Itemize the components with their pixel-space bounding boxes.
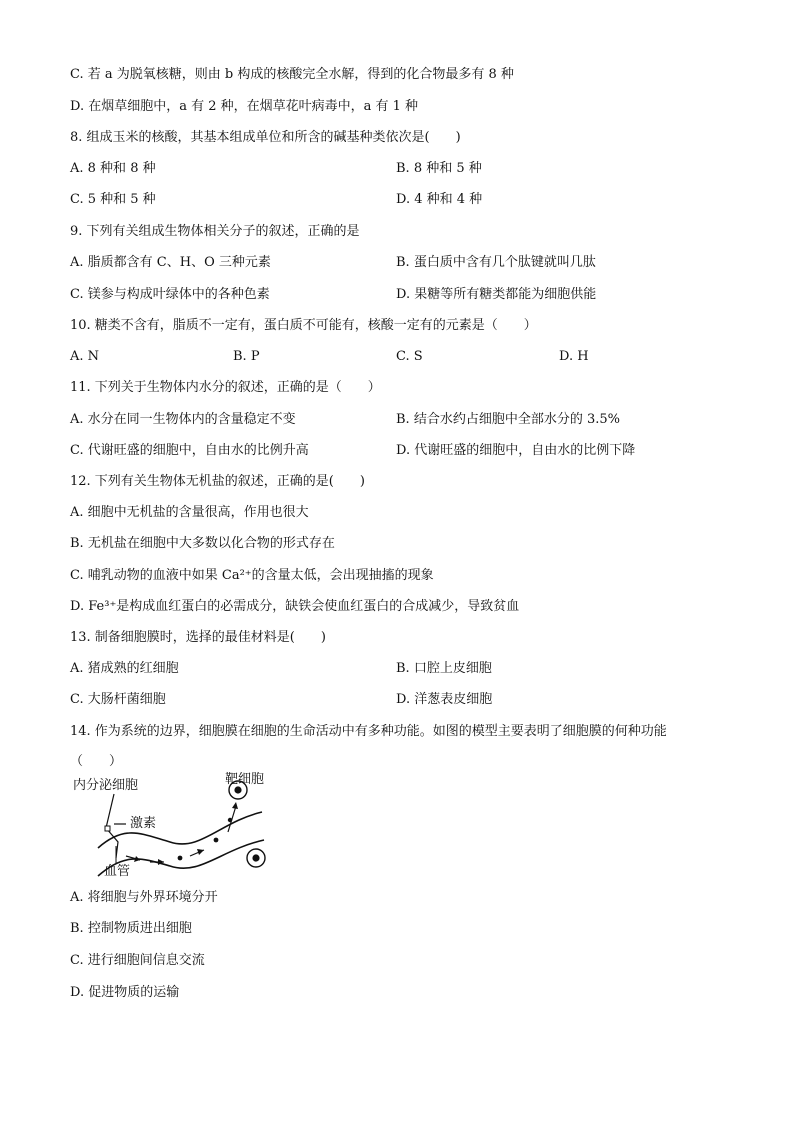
- q12-stem: 12. 下列有关生物体无机盐的叙述，正确的是( ): [70, 474, 365, 489]
- q9-option-a: A. 脂质都含有 C、H、O 三种元素: [70, 255, 271, 270]
- q12-option-c: C. 哺乳动物的血液中如果 Ca²⁺的含量太低，会出现抽搐的现象: [70, 568, 434, 583]
- q9-option-c: C. 镁参与构成叶绿体中的各种色素: [70, 287, 270, 302]
- q9-option-b: B. 蛋白质中含有几个肽键就叫几肽: [396, 255, 596, 270]
- hormone-release-mark: [105, 826, 110, 831]
- q14-option-a: A. 将细胞与外界环境分开: [70, 890, 218, 905]
- q14-answer-blank: （ ）: [70, 754, 123, 769]
- q10-option-d: D. H: [559, 349, 589, 364]
- q9-stem: 9. 下列有关组成生物体相关分子的叙述，正确的是: [70, 224, 360, 239]
- q8-option-c: C. 5 种和 5 种: [70, 192, 156, 207]
- vessel-wall-upper: [98, 812, 262, 848]
- q14-stem: 14. 作为系统的边界，细胞膜在细胞的生命活动中有多种功能。如图的模型主要表明了细胞膜的何种功能: [70, 724, 667, 739]
- q14-option-d: D. 促进物质的运输: [70, 985, 180, 1000]
- hormone-molecule-1: [178, 856, 183, 861]
- q11-stem: 11. 下列关于生物体内水分的叙述，正确的是（ ）: [70, 380, 381, 395]
- q13-option-d: D. 洋葱表皮细胞: [396, 692, 493, 707]
- q11-option-b: B. 结合水约占细胞中全部水分的 3.5%: [396, 412, 620, 427]
- flow-arrowhead-to-target: [232, 802, 238, 809]
- q10-option-c: C. S: [396, 349, 423, 364]
- q13-option-a: A. 猪成熟的红细胞: [70, 661, 179, 676]
- endocrine-cell-label: 内分泌细胞: [73, 778, 139, 793]
- q10-option-b: B. P: [233, 349, 260, 364]
- q7-option-c: C. 若 a 为脱氧核糖，则由 b 构成的核酸完全水解，得到的化合物最多有 8 种: [70, 67, 514, 82]
- q14-option-c: C. 进行细胞间信息交流: [70, 953, 205, 968]
- q13-stem: 13. 制备细胞膜时，选择的最佳材料是( ): [70, 630, 326, 645]
- q8-stem: 8. 组成玉米的核酸，其基本组成单位和所含的碱基种类依次是( ): [70, 130, 461, 145]
- hormone-molecule-3: [228, 818, 232, 822]
- q11-option-c: C. 代谢旺盛的细胞中，自由水的比例升高: [70, 443, 309, 458]
- q7-option-d: D. 在烟草细胞中，a 有 2 种，在烟草花叶病毒中，a 有 1 种: [70, 99, 419, 114]
- flow-arrowhead-3: [197, 849, 204, 855]
- q8-option-d: D. 4 种和 4 种: [396, 192, 483, 207]
- q13-option-c: C. 大肠杆菌细胞: [70, 692, 166, 707]
- hormone-signaling-diagram: [70, 772, 270, 884]
- hormone-molecule-2: [214, 838, 219, 843]
- q11-option-a: A. 水分在同一生物体内的含量稳定不变: [70, 412, 296, 427]
- blood-vessel-label: 血管: [104, 864, 131, 879]
- q12-option-b: B. 无机盐在细胞中大多数以化合物的形式存在: [70, 536, 335, 551]
- q11-option-d: D. 代谢旺盛的细胞中，自由水的比例下降: [396, 443, 636, 458]
- q12-option-a: A. 细胞中无机盐的含量很高，作用也很大: [70, 505, 309, 520]
- q14-option-b: B. 控制物质进出细胞: [70, 921, 192, 936]
- other-cell-nucleus: [252, 854, 259, 861]
- q12-option-d: D. Fe³⁺是构成血红蛋白的必需成分，缺铁会使血红蛋白的合成减少，导致贫血: [70, 599, 520, 614]
- q13-option-b: B. 口腔上皮细胞: [396, 661, 492, 676]
- hormone-label: 激素: [130, 816, 157, 831]
- q8-option-b: B. 8 种和 5 种: [396, 161, 482, 176]
- q10-option-a: A. N: [70, 349, 100, 364]
- q9-option-d: D. 果糖等所有糖类都能为细胞供能: [396, 287, 597, 302]
- q8-option-a: A. 8 种和 8 种: [70, 161, 156, 176]
- target-cell-label: 靶细胞: [225, 772, 265, 787]
- q10-stem: 10. 糖类不含有，脂质不一定有，蛋白质不可能有，核酸一定有的元素是（ ）: [70, 318, 537, 333]
